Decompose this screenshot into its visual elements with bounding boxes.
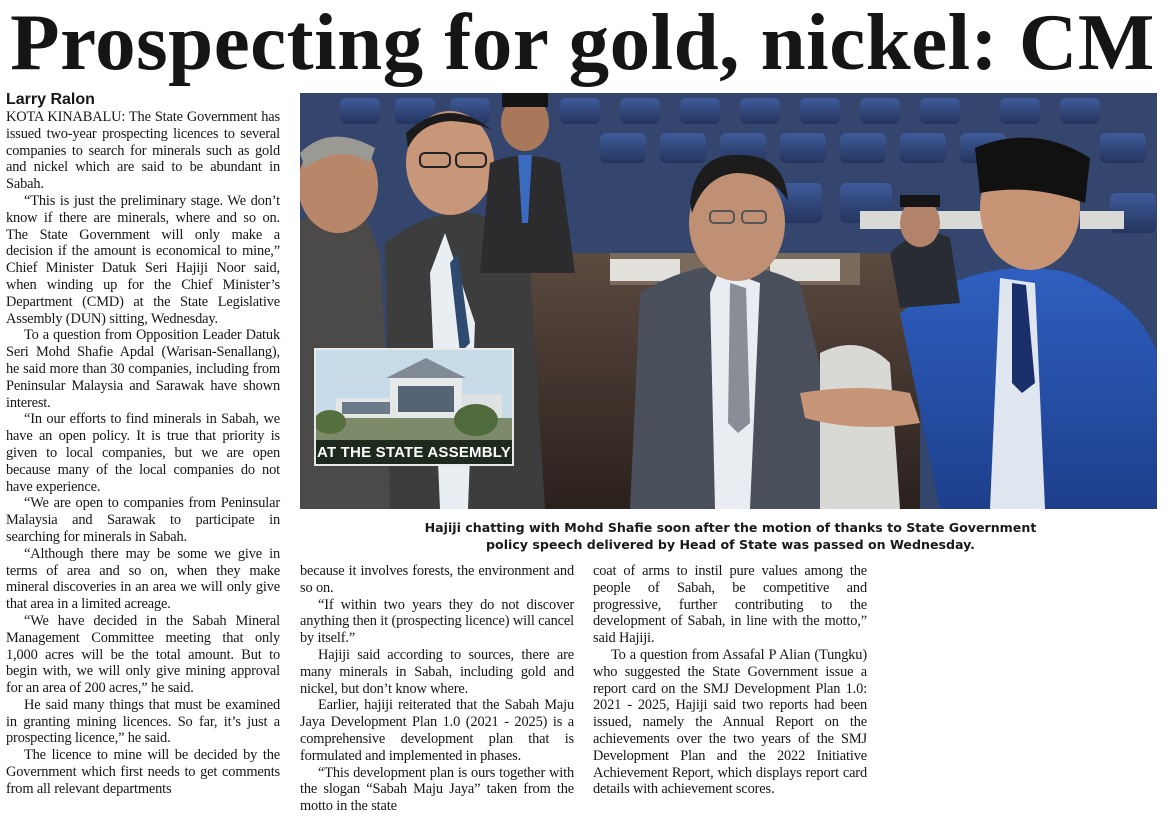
caption-line: policy speech delivered by Head of State was passed on Wednesday.: [486, 537, 975, 552]
paragraph: To a question from Opposition Leader Datuk Seri Mohd Shafie Apdal (Warisan-Senallang), he said more than 30 companies, including from Peninsular Malaysia and Sarawak have shown interest.: [6, 327, 280, 411]
headline: Prospecting for gold, nickel: CM: [10, 0, 1155, 87]
paragraph: “We are open to companies from Peninsular Malaysia and Sarawak to participate in searching for minerals in Sabah.: [6, 495, 280, 545]
inset-label: AT THE STATE ASSEMBLY: [314, 440, 514, 466]
photo-caption: [300, 519, 1161, 553]
paragraph: “Although there may be some we give in terms of area and so on, when they make mineral discoveries in an area we will only give that area in a limited acreage.: [6, 545, 280, 613]
paragraph: “We have decided in the Sabah Mineral Management Committee meeting that only 1,000 acres will be the total amount. But to begin with, we will only give mining approval for an area of 200 acres,” he said.: [6, 612, 280, 697]
paragraph: “If within two years they do not discover anything then it (prospecting licence) will cancel by itself.”: [300, 596, 574, 647]
byline: Larry Ralon: [6, 91, 95, 108]
paragraph: Hajiji said according to sources, there are many minerals in Sabah, including gold and nickel, but don’t know where.: [300, 646, 574, 697]
article-column-1: [6, 109, 280, 798]
paragraph: because it involves forests, the environment and so on.: [300, 563, 574, 596]
paragraph: “This is just the preliminary stage. We don’t know if there are minerals, where and so on. The State Government will only make a decision if the amount is economical to mine,” Chief Minister Datuk Seri Hajiji Noor said, when winding up for the Chief Minister’s Department (CMD) at the State Legislative Assembly (DUN) sitting, Wednesday.: [6, 192, 280, 327]
article-column-3: [593, 563, 867, 798]
paragraph: Earlier, hajiji reiterated that the Sabah Maju Jaya Development Plan 1.0 (2021 - 2025) is a comprehensive development plan that is formulated and implemented in phases.: [300, 697, 574, 764]
paragraph: KOTA KINABALU: The State Government has issued two-year prospecting licences to several companies to search for minerals such as gold and nickel which are said to be abundant in Sabah.: [6, 109, 280, 193]
paragraph: He said many things that must be examined in granting mining licences. So far, it’s just a prospecting licence,” he said.: [6, 696, 280, 747]
article-column-2: [300, 563, 574, 815]
paragraph: “This development plan is ours together with the slogan “Sabah Maju Jaya” taken from the motto in the state: [300, 764, 574, 815]
paragraph: “In our efforts to find minerals in Sabah, we have an open policy. It is true that priority is given to local companies, but we are open because many of the local companies do not have experience.: [6, 411, 280, 495]
paragraph: coat of arms to instil pure values among the people of Sabah, be competitive and progressive, further contributing to the development of Sabah, in line with the motto,” said Hajiji.: [593, 563, 867, 647]
caption-line: Hajiji chatting with Mohd Shafie soon after the motion of thanks to State Government: [424, 520, 1037, 535]
paragraph: The licence to mine will be decided by the Government which first needs to get comments from all relevant departments: [6, 747, 280, 797]
paragraph: To a question from Assafal P Alian (Tungku) who suggested the State Government issue a report card on the SMJ Development Plan 1.0: 2021 - 2025, Hajiji said two reports had been issued, namely the Annual Report on the achievements over the two years of the SMJ Development Plan and the 2022 Initiative Achievement Report, which displays report card details with achievement scores.: [593, 646, 867, 798]
